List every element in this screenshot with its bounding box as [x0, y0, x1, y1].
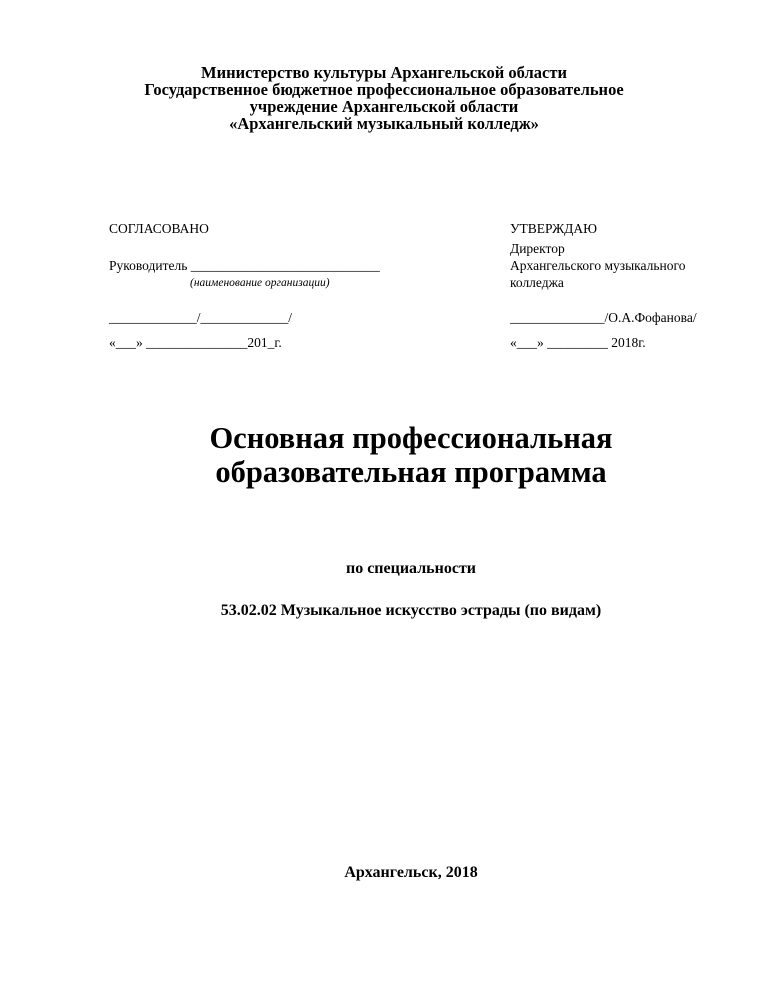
organization-header [0, 64, 768, 132]
left-date-line: «___» _______________201_г. [109, 335, 282, 350]
right-signature-line: ______________/О.А.Фофанова/ [510, 310, 697, 325]
header-institution-type-line: Государственное бюджетное профессиональное образовательное [144, 80, 624, 99]
left-signature-line: _____________/_____________/ [109, 310, 293, 325]
organization-name-caption: (наименование организации) [190, 277, 330, 289]
director-college-line: Архангельского музыкального [510, 258, 686, 273]
document-title-line-2: образовательная программа [215, 455, 607, 489]
specialty-value: 53.02.02 Музыкальное искусство эстрады (по видам) [220, 602, 602, 619]
header-college-name-line: «Архангельский музыкальный колледж» [229, 114, 539, 133]
header-ministry-line: Министерство культуры Архангельской области [201, 63, 567, 82]
place-year: Архангельск, 2018 [344, 864, 478, 881]
specialty-label: по специальности [345, 560, 477, 577]
header-institution-region-line: учреждение Архангельской области [249, 97, 519, 116]
document-title [0, 421, 768, 489]
director-position-line: Директор [510, 241, 565, 256]
approve-heading: УТВЕРЖДАЮ [510, 221, 598, 236]
agreed-heading: СОГЛАСОВАНО [109, 221, 209, 236]
document-title-line-1: Основная профессиональная [209, 421, 613, 455]
director-college-line-2: колледжа [510, 275, 564, 290]
right-date-line: «___» _________ 2018г. [510, 335, 646, 350]
head-signature-field: Руководитель ____________________________ [109, 258, 380, 273]
